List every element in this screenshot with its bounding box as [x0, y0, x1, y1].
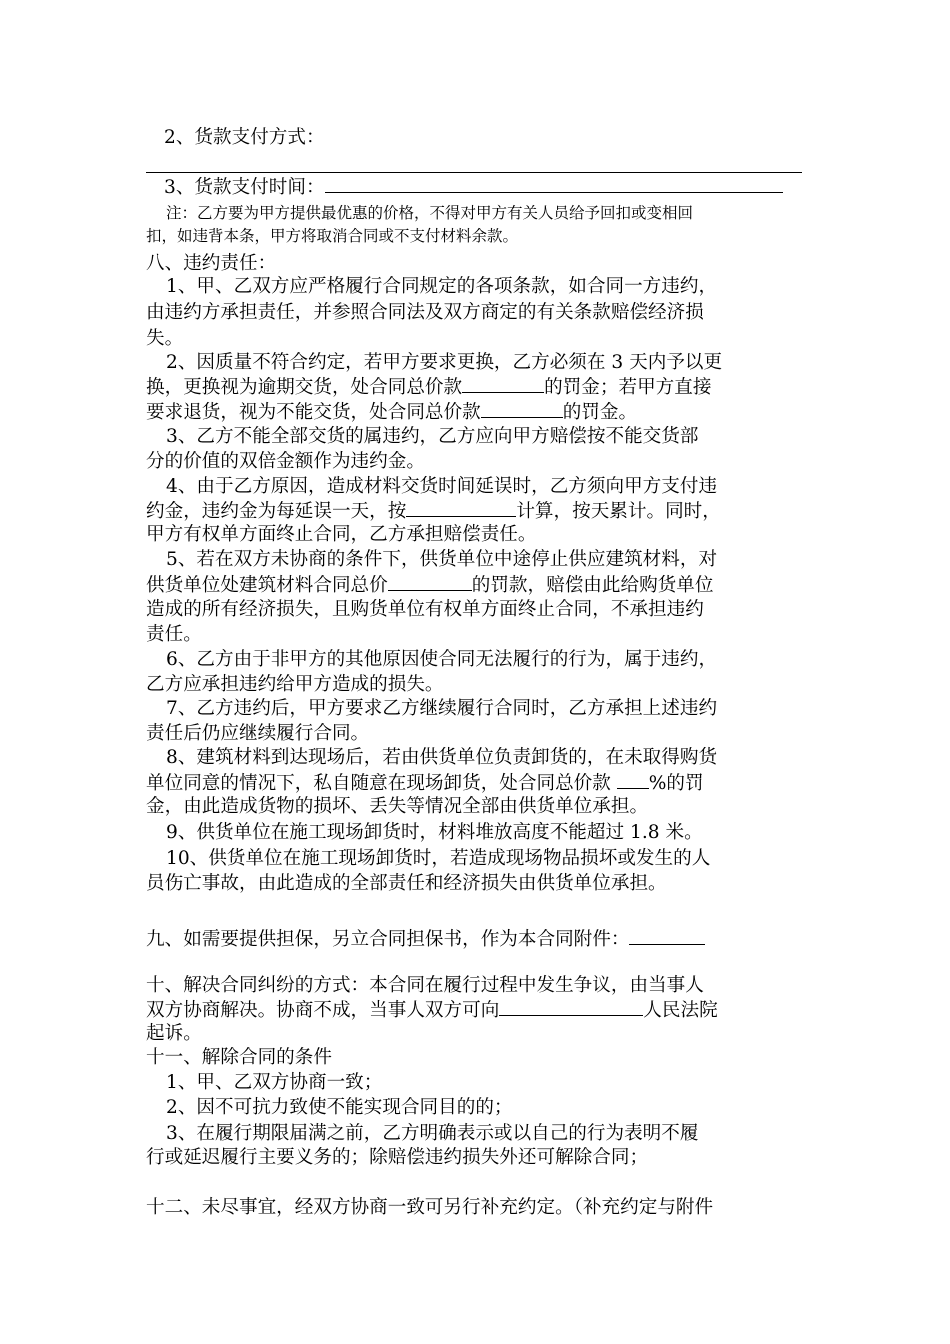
penalty-blank-return [481, 399, 563, 418]
penalty-blank-replace [462, 374, 544, 393]
clause-8-3-line-2: 分的价值的双倍金额作为违约金。 [146, 451, 425, 472]
unloading-penalty-blank [617, 770, 649, 789]
clause-8-8-line-1: 8、建筑材料到达现场后，若由供货单位负责卸货的，在未取得购货 [166, 747, 718, 768]
clause-8-2-line-1: 2、因质量不符合约定，若甲方要求更换，乙方必须在 3 天内予以更 [166, 352, 723, 373]
section-12-line: 十二、未尽事宜，经双方协商一致可另行补充约定。（补充约定与附件 [146, 1197, 714, 1218]
payment-time-blank [325, 174, 783, 193]
clause-8-5-line-2 [146, 572, 713, 599]
section-8-heading: 八、违约责任： [146, 253, 277, 274]
note-line-1: 注：乙方要为甲方提供最优惠的价格，不得对甲方有关人员给予回扣或变相回 [166, 204, 694, 222]
clause-8-7-line-2: 责任后仍应继续履行合同。 [146, 723, 370, 744]
section-11-item-3-line-1: 3、在履行期限届满之前，乙方明确表示或以自己的行为表明不履 [166, 1123, 699, 1144]
clause-8-4-line-1: 4、由于乙方原因，造成材料交货时间延误时，乙方须向甲方支付违 [166, 476, 718, 497]
section-11-item-2: 2、因不可抗力致使不能实现合同目的的； [166, 1097, 513, 1118]
clause-8-8-text-a: 单位同意的情况下，私自随意在现场卸货，处合同总价款 [146, 773, 617, 794]
clause-8-6-line-2: 乙方应承担违约给甲方造成的损失。 [146, 674, 444, 695]
payment-method-blank-line [146, 172, 802, 173]
clause-8-6-line-1: 6、乙方由于非甲方的其他原因使合同无法履行的行为，属于违约， [166, 649, 718, 670]
payment-method-label: 2、货款支付方式： [164, 127, 325, 148]
section-9-line [146, 926, 705, 953]
clause-8-5-text-b: 的罚款，赔偿由此给购货单位 [471, 575, 714, 596]
delay-penalty-blank [406, 498, 516, 517]
clause-8-9: 9、供货单位在施工现场卸货时，材料堆放高度不能超过 1.8 米。 [166, 822, 703, 843]
clause-8-4-text-b: 计算，按天累计。同时， [516, 501, 721, 522]
clause-8-8-text-b: %的罚 [648, 773, 704, 794]
section-9-text: 九、如需要提供担保，另立合同担保书，作为本合同附件： [146, 929, 630, 950]
clause-8-2-line-2 [146, 374, 711, 401]
clause-8-1-line-2: 由违约方承担责任，并参照合同法及双方商定的有关条款赔偿经济损 [146, 302, 704, 323]
clause-8-5-text-a: 供货单位处建筑材料合同总价 [146, 575, 388, 596]
clause-8-5-line-3: 造成的所有经济损失，且购货单位有权单方面终止合同，不承担违约 [146, 599, 704, 620]
clause-8-1-line-1: 1、甲、乙双方应严格履行合同规定的各项条款，如合同一方违约， [166, 276, 718, 297]
clause-8-5-line-4: 责任。 [146, 624, 202, 645]
guarantee-attachment-blank [629, 926, 705, 945]
section-11-item-1: 1、甲、乙双方协商一致； [166, 1072, 383, 1093]
payment-time-label: 3、货款支付时间： [164, 177, 325, 198]
note-line-2: 扣，如违背本条，甲方将取消合同或不支付材料余款。 [146, 227, 519, 245]
supply-stop-penalty-blank [388, 572, 472, 591]
section-10-line-1: 十、解决合同纠纷的方式：本合同在履行过程中发生争议，由当事人 [146, 975, 704, 996]
court-name-blank [499, 997, 643, 1016]
clause-8-10-line-2: 员伤亡事故，由此造成的全部责任和经济损失由供货单位承担。 [146, 873, 667, 894]
clause-8-8-line-3: 金，由此造成货物的损坏、丢失等情况全部由供货单位承担。 [146, 796, 649, 817]
clause-8-10-line-1: 10、供货单位在施工现场卸货时，若造成现场物品损坏或发生的人 [166, 848, 711, 869]
payment-time-line [164, 174, 783, 201]
clause-8-8-line-2 [146, 770, 704, 797]
clause-8-2-text-b: 的罚金；若甲方直接 [544, 377, 712, 398]
clause-8-4-line-3: 甲方有权单方面终止合同，乙方承担赔偿责任。 [146, 524, 537, 545]
clause-8-2-text-c: 要求退货，视为不能交货，处合同总价款 [146, 402, 481, 423]
clause-8-7-line-1: 7、乙方违约后，甲方要求乙方继续履行合同时，乙方承担上述违约 [166, 698, 718, 719]
clause-8-4-line-2 [146, 498, 721, 525]
clause-8-4-text-a: 约金，违约金为每延误一天，按 [146, 501, 407, 522]
section-11-item-3-line-2: 行或延迟履行主要义务的；除赔偿违约损失外还可解除合同； [146, 1147, 649, 1168]
section-10-text-a: 双方协商解决。协商不成，当事人双方可向 [146, 1000, 500, 1021]
section-10-text-b: 人民法院 [643, 1000, 718, 1021]
clause-8-2-text-d: 的罚金。 [562, 402, 638, 423]
clause-8-3-line-1: 3、乙方不能全部交货的属违约，乙方应向甲方赔偿按不能交货部 [166, 426, 699, 447]
section-10-line-3: 起诉。 [146, 1023, 202, 1044]
section-11-heading: 十一、解除合同的条件 [146, 1047, 332, 1068]
clause-8-1-line-3: 失。 [146, 328, 184, 349]
clause-8-2-text-a: 换，更换视为逾期交货，处合同总价款 [146, 377, 463, 398]
clause-8-5-line-1: 5、若在双方未协商的条件下，供货单位中途停止供应建筑材料，对 [166, 549, 718, 570]
section-10-line-2 [146, 997, 718, 1024]
clause-8-2-line-3 [146, 399, 637, 426]
